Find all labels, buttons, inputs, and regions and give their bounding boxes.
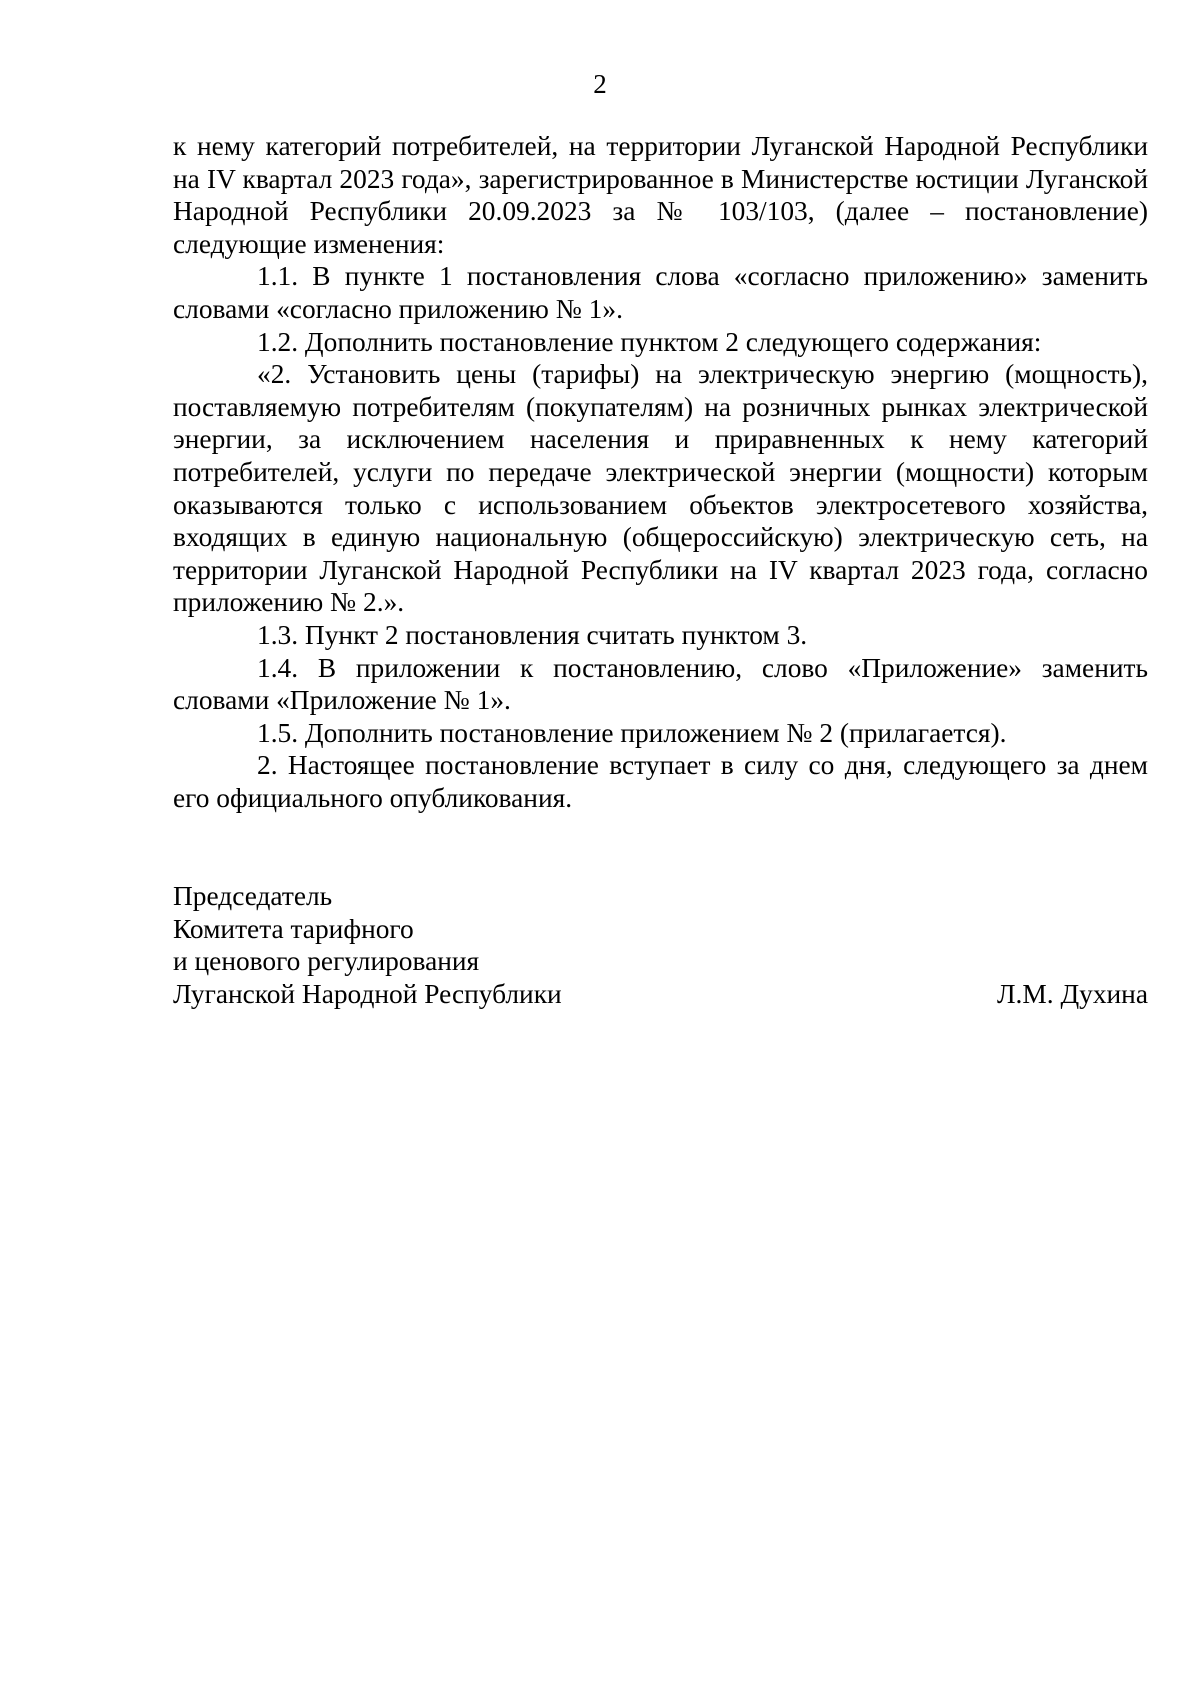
paragraph-quoted-item-2: «2. Установить цены (тарифы) на электрическую энергию (мощность), поставляемую потребителям (покупателям) на розничных рынках электрической энергии, за исключением населения и приравненных к нему категорий потребителей, услуги по передаче электрической энергии (мощности) которым оказываются только с использованием объектов электросетевого хозяйства, входящих в единую национальную (общероссийскую) электрическую сеть, на территории Луганской Народной Республики на IV квартал 2023 года, согласно приложению № 2.».: [173, 359, 1148, 618]
signer-title-line-3: и ценового регулирования: [173, 946, 480, 977]
signer-name: Л.М. Духина: [996, 978, 1148, 1009]
paragraph-continuation: к нему категорий потребителей, на территории Луганской Народной Республики на IV квартал 2023 года», зарегистрированное в Министерстве юстиции Луганской Народной Республики 20.09.2023 за № 103/103, (далее – постановление) следующие изменения:: [173, 131, 1148, 259]
paragraph-item-1-2: 1.2. Дополнить постановление пунктом 2 следующего содержания:: [257, 326, 1042, 357]
paragraph-item-1-5: 1.5. Дополнить постановление приложением № 2 (прилагается).: [257, 717, 1007, 748]
document-body: [173, 130, 1148, 814]
signature-block: [173, 880, 1148, 1010]
signer-title-line-1: Председатель: [173, 881, 333, 911]
paragraph-item-2: 2. Настоящее постановление вступает в силу со дня, следующего за днем его официального опубликования.: [173, 750, 1148, 813]
paragraph-item-1-4: 1.4. В приложении к постановлению, слово «Приложение» заменить словами «Приложение № 1».: [173, 652, 1148, 716]
signer-title-line-2: Комитета тарифного: [173, 913, 414, 944]
paragraph-item-1-1: 1.1. В пункте 1 постановления слова «согласно приложению» заменить словами «согласно приложению № 1».: [173, 261, 1148, 324]
signer-title-line-4: Луганской Народной Республики: [173, 978, 562, 1009]
paragraph-item-1-3: 1.3. Пункт 2 постановления считать пунктом 3.: [257, 619, 808, 650]
page-number: 2: [593, 69, 607, 99]
